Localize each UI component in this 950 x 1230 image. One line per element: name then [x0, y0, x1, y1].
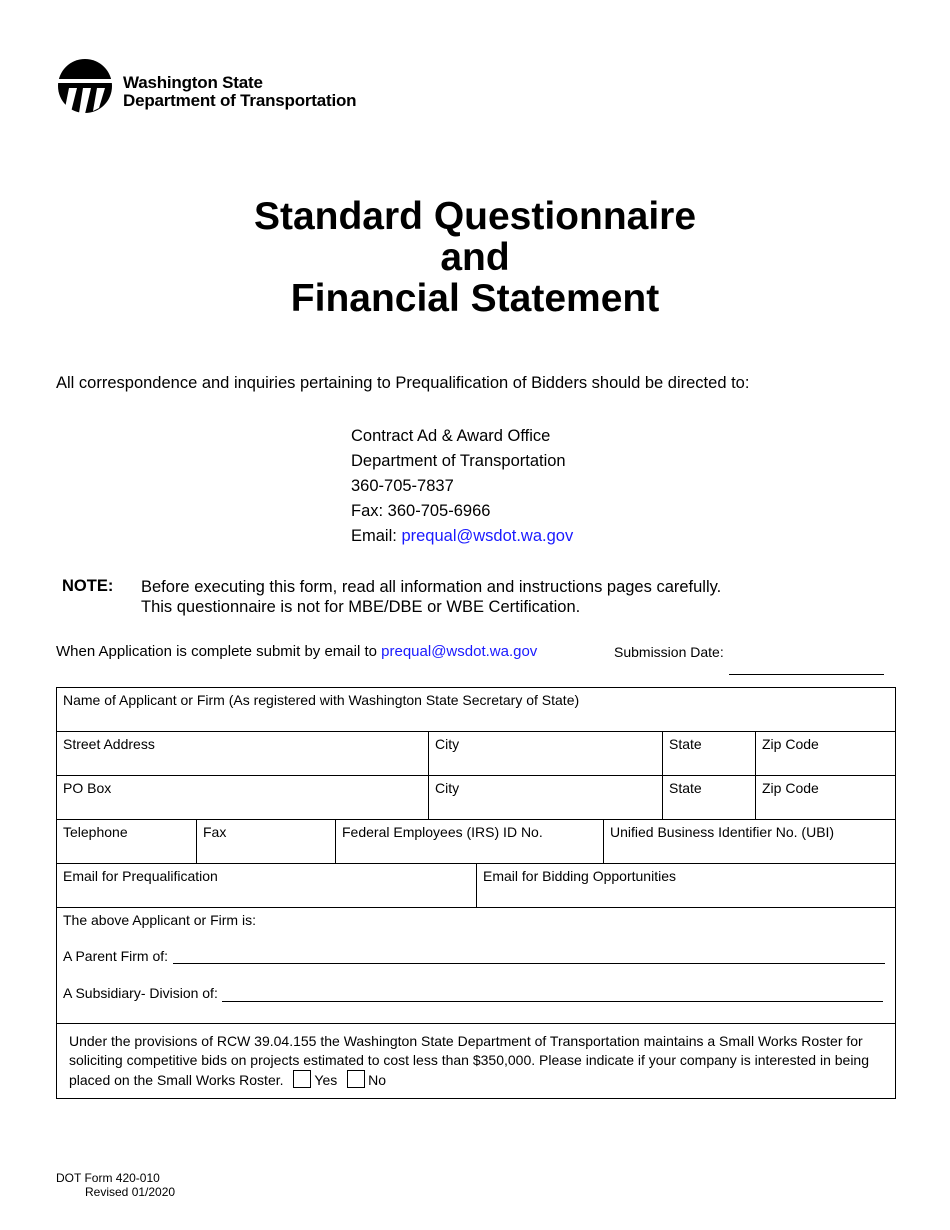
- po-city-label: City: [435, 780, 460, 796]
- org-line2: Department of Transportation: [123, 91, 357, 110]
- note-text: [141, 577, 721, 617]
- submit-email-link[interactable]: prequal@wsdot.wa.gov: [381, 643, 538, 660]
- state-field[interactable]: [663, 732, 756, 775]
- contact-block: [351, 424, 573, 549]
- title-line2: and: [440, 236, 510, 279]
- firm-relationship-section: [57, 908, 895, 1024]
- submit-text: When Application is complete submit by email to: [56, 643, 377, 660]
- form-row-email: [57, 864, 895, 908]
- page-title: [0, 196, 950, 319]
- form-row-phone: [57, 820, 895, 864]
- form-footer: [56, 1171, 175, 1199]
- city-field[interactable]: [429, 732, 663, 775]
- contact-email-row: [351, 524, 573, 549]
- street-address-label: Street Address: [63, 736, 155, 752]
- email-bidding-field[interactable]: [477, 864, 895, 907]
- no-label: No: [368, 1072, 387, 1088]
- subsidiary-field[interactable]: [222, 1001, 883, 1002]
- small-works-text: Under the provisions of RCW 39.04.155 the Washington State Department of Transportation maintains a Small Works Roster for soliciting competitive bids on projects estimated to cost less than $350,000. Please indicate if your company is interested in being placed on the Small Works Roster.: [69, 1033, 869, 1088]
- zip-label: Zip Code: [762, 736, 819, 752]
- po-zip-label: Zip Code: [762, 780, 819, 796]
- form-number: DOT Form 420-010: [56, 1171, 160, 1185]
- firm-is-label: The above Applicant or Firm is:: [63, 912, 256, 928]
- po-box-label: PO Box: [63, 780, 112, 796]
- street-address-field[interactable]: [57, 732, 429, 775]
- form-row-pobox: [57, 776, 895, 820]
- fax-label: Fax: [203, 824, 227, 840]
- note-line2: This questionnaire is not for MBE/DBE or WBE Certification.: [141, 598, 581, 616]
- contact-fax: Fax: 360-705-6966: [351, 502, 491, 520]
- telephone-label: Telephone: [63, 824, 128, 840]
- po-state-field[interactable]: [663, 776, 756, 819]
- contact-phone: 360-705-7837: [351, 477, 454, 495]
- po-state-label: State: [669, 780, 702, 796]
- ubi-label: Unified Business Identifier No. (UBI): [610, 824, 835, 840]
- city-label: City: [435, 736, 460, 752]
- email-bidding-label: Email for Bidding Opportunities: [483, 868, 676, 884]
- note-line1: Before executing this form, read all information and instructions pages carefully.: [141, 578, 722, 596]
- telephone-field[interactable]: [57, 820, 197, 863]
- ubi-field[interactable]: [604, 820, 895, 863]
- intro-text: All correspondence and inquiries pertaining to Prequalification of Bidders should be directed to:: [56, 374, 750, 392]
- parent-firm-label: A Parent Firm of:: [63, 948, 169, 964]
- state-label: State: [669, 736, 702, 752]
- wsdot-logo-icon: [57, 58, 113, 114]
- po-box-field[interactable]: [57, 776, 429, 819]
- po-city-field[interactable]: [429, 776, 663, 819]
- irs-id-label: Federal Employees (IRS) ID No.: [342, 824, 543, 840]
- revised-date: Revised 01/2020: [85, 1185, 176, 1199]
- no-checkbox[interactable]: [347, 1070, 365, 1088]
- org-line1: Washington State: [123, 73, 263, 92]
- note-label: NOTE:: [62, 577, 114, 595]
- form-row-street: [57, 732, 895, 776]
- logo-text: [123, 74, 356, 110]
- parent-firm-field[interactable]: [173, 963, 885, 964]
- yes-label: Yes: [314, 1072, 338, 1088]
- subsidiary-label: A Subsidiary- Division of:: [63, 985, 218, 1001]
- firm-name-field[interactable]: [57, 688, 895, 731]
- po-zip-field[interactable]: [756, 776, 895, 819]
- title-line1: Standard Questionnaire: [253, 195, 697, 238]
- email-prequal-label: Email for Prequalification: [63, 868, 218, 884]
- fax-field[interactable]: [197, 820, 336, 863]
- zip-field[interactable]: [756, 732, 895, 775]
- contact-email-label: Email:: [351, 527, 397, 545]
- title-line3: Financial Statement: [290, 277, 660, 320]
- submission-date-label: Submission Date:: [614, 644, 724, 660]
- submission-date-field[interactable]: [729, 660, 884, 675]
- small-works-section: [57, 1024, 895, 1098]
- firm-name-label: Name of Applicant or Firm (As registered with Washington State Secretary of State): [63, 692, 580, 708]
- submit-instruction: [56, 643, 537, 660]
- applicant-form: [56, 687, 896, 1099]
- email-prequal-field[interactable]: [57, 864, 477, 907]
- contact-email-link[interactable]: prequal@wsdot.wa.gov: [401, 527, 574, 545]
- yes-checkbox[interactable]: [293, 1070, 311, 1088]
- wsdot-logo: [57, 58, 397, 118]
- irs-id-field[interactable]: [336, 820, 604, 863]
- form-row-name: [57, 688, 895, 732]
- contact-dept: Department of Transportation: [351, 452, 566, 470]
- contact-office: Contract Ad & Award Office: [351, 427, 551, 445]
